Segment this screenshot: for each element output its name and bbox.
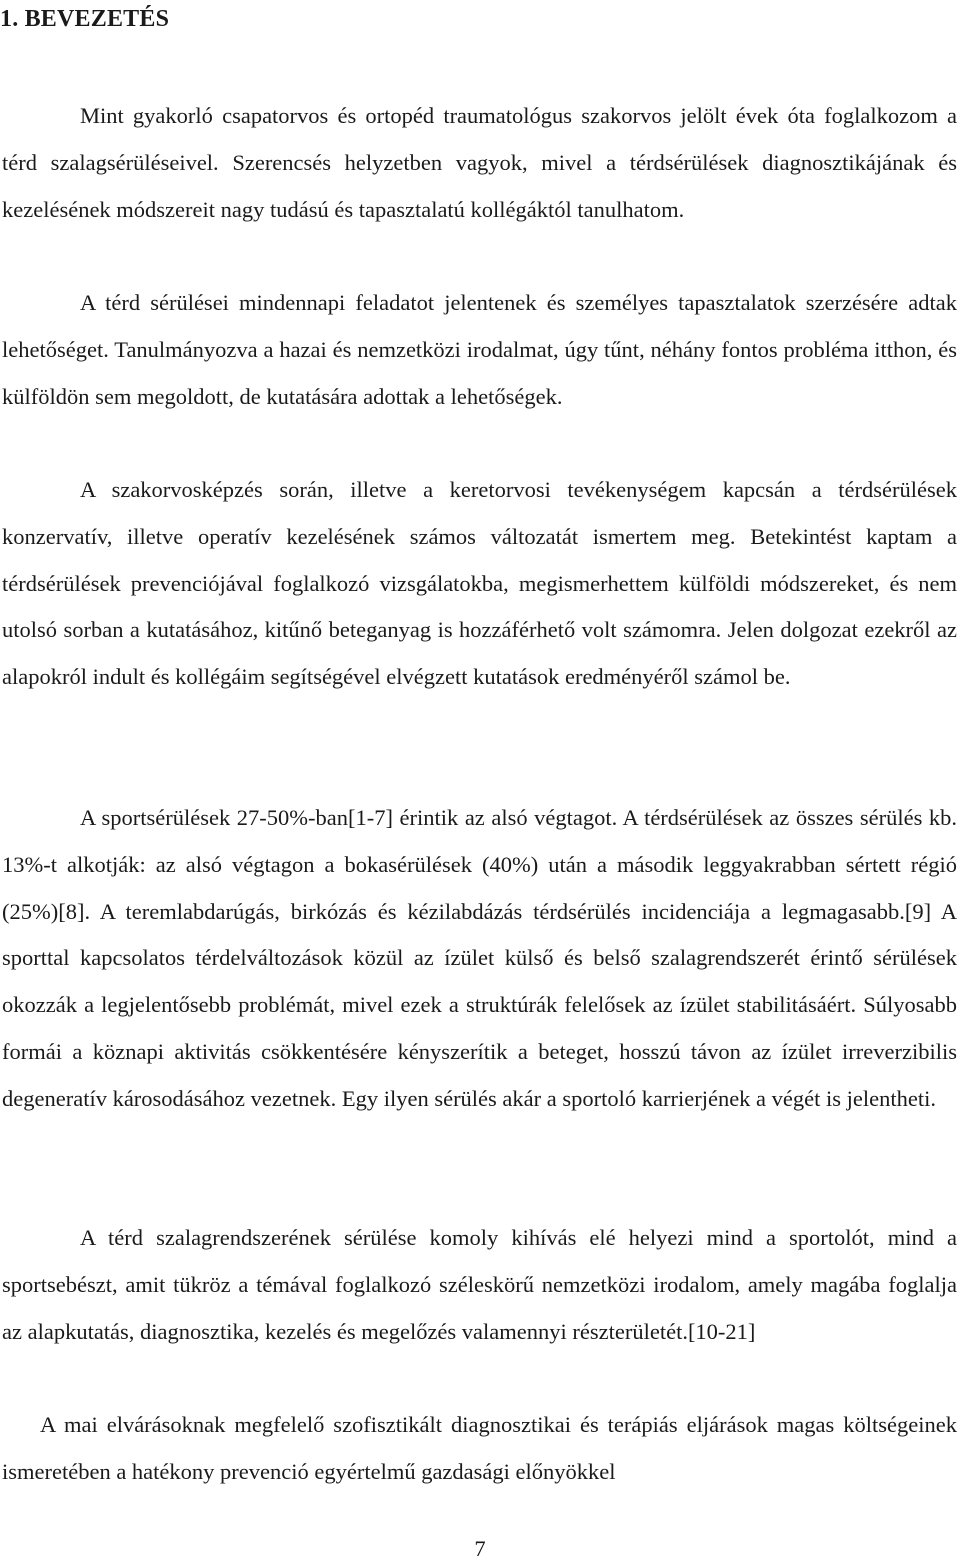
paragraph-text: Mint gyakorló csapatorvos és ortopéd traumatológus szakorvos jelölt évek óta foglalkozom a térd szalagsérüléseivel. Szerencsés helyzetben vagyok, mivel a térdsérülések diagnosztikájának és kezelésének módszereit nagy tudású és tapasztalatú kollégáktól tanulhatom. bbox=[2, 103, 957, 222]
paragraph-text: A térd szalagrendszerének sérülése komoly kihívás elé helyezi mind a sportolót, mind a sportsebészt, amit tükröz a témával foglalkozó széleskörű nemzetközi irodalom, amely magába foglalja az alapkutatás, diagnosztika, kezelés és megelőzés valamennyi részterületét.[10-21] bbox=[2, 1225, 957, 1344]
page-number: 7 bbox=[474, 1536, 486, 1561]
paragraph-text: A térd sérülései mindennapi feladatot jelentenek és személyes tapasztalatok szerzésére adtak lehetőséget. Tanulmányozva a hazai és nemzetközi irodalmat, úgy tűnt, néhány fontos probléma itthon, és külföldön sem megoldott, de kutatására adottak a lehetőségek. bbox=[2, 290, 957, 409]
paragraph-challenge bbox=[2, 1215, 957, 1355]
paragraph-text: A sportsérülések 27-50%-ban[1-7] érintik az alsó végtagot. A térdsérülések az összes sérülés kb. 13%-t alkotják: az alsó végtagon a bokasérülések (40%) után a második leggyakrabban sértett régió (25%)[8]. A teremlabdarúgás, birkózás és kézilabdázás térdsérülés incidenciája a legmagasabb.[9] A sporttal kapcsolatos térdelváltozások közül az ízület külső és belső szalagrendszerét érintő sérülések okozzák a legjelentősebb problémát, mivel ezek a struktúrák felelősek az ízület stabilitásáért. Súlyosabb formái a köznapi aktivitás csökkentésére kényszerítik a beteget, hosszú távon az ízület irreverzibilis degeneratív károsodásához vezetnek. Egy ilyen sérülés akár a sportoló karrierjének a végét is jelentheti. bbox=[2, 805, 957, 1111]
paragraph-text: A szakorvosképzés során, illetve a keretorvosi tevékenységem kapcsán a térdsérülések konzervatív, illetve operatív kezelésének számos változatát ismertem meg. Betekintést kaptam a térdsérülések prevenciójával foglalkozó vizsgálatokba, megismerhettem külföldi módszereket, és nem utolsó sorban a kutatásához, kitűnő beteganyag is hozzáférhető volt számomra. Jelen dolgozat ezekről az alapokról indult és kollégáim segítségével elvégzett kutatások eredményéről számol be. bbox=[2, 477, 957, 690]
paragraph-text: A mai elvárásoknak megfelelő szofisztikált diagnosztikai és terápiás eljárások magas költségeinek ismeretében a hatékony prevenció egyértelmű gazdasági előnyökkel bbox=[2, 1412, 957, 1484]
paragraph-training bbox=[2, 467, 957, 701]
paragraph-injuries bbox=[2, 280, 957, 420]
paragraph-intro bbox=[2, 93, 957, 233]
paragraph-prevention bbox=[2, 1402, 957, 1496]
section-heading: 1. BEVEZETÉS bbox=[0, 6, 170, 32]
paragraph-statistics bbox=[2, 795, 957, 1123]
